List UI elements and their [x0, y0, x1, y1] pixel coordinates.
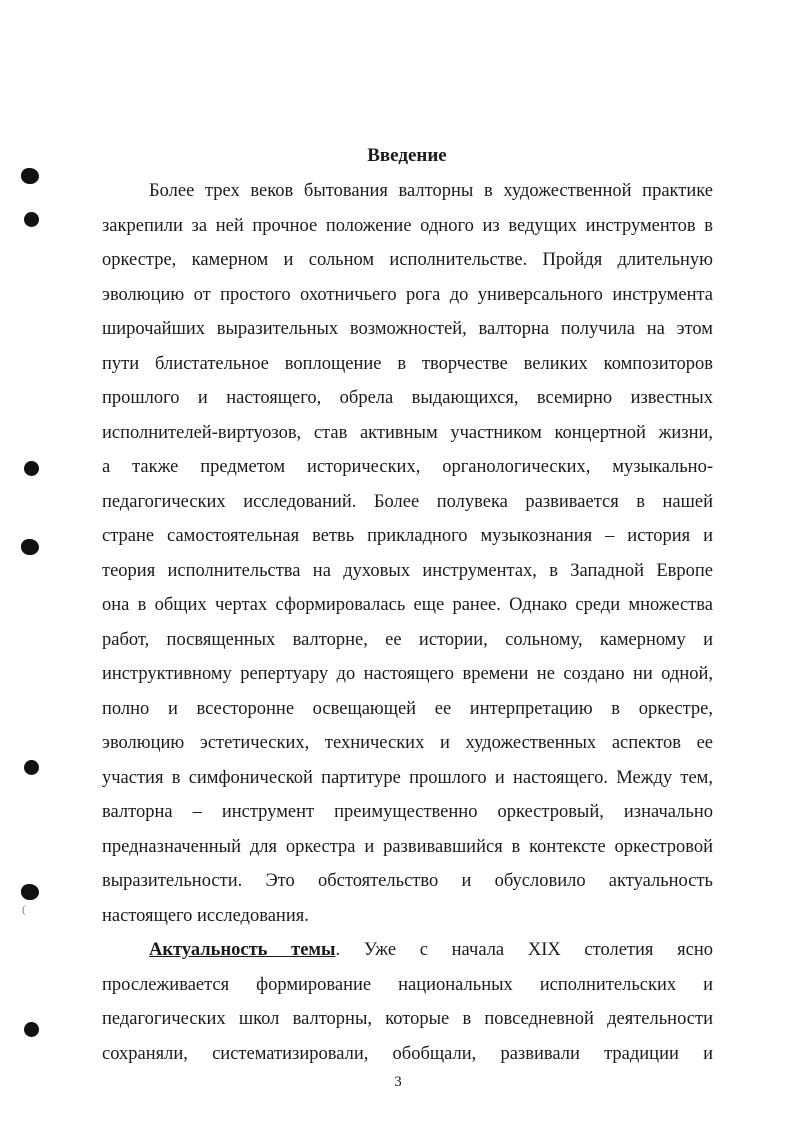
text-line: оркестре, камерном и сольном исполнительстве. Пройдя длительную [102, 250, 713, 270]
punch-hole [24, 461, 39, 476]
punch-hole [21, 168, 39, 184]
text-line: эволюцию от простого охотничьего рога до универсального инструмента [102, 284, 713, 305]
punch-hole [21, 884, 39, 900]
text-line: сохраняли, систематизировали, обобщали, развивали традиции и [102, 1043, 713, 1064]
punch-hole [24, 212, 39, 227]
text-line: настоящего исследования. [102, 905, 309, 926]
page-title: Введение [367, 145, 447, 166]
text-line: а также предметом исторических, органологических, музыкально- [102, 457, 713, 477]
text-line: прослеживается формирование национальных исполнительских и [102, 974, 713, 995]
section-heading: Актуальность темы [149, 940, 336, 960]
text-line: исполнителей-виртуозов, став активным участником концертной жизни, [102, 422, 713, 443]
text-line: педагогических исследований. Более полувека развивается в нашей [102, 491, 713, 512]
text-line: закрепили за ней прочное положение одного из ведущих инструментов в [102, 215, 713, 236]
text-line: полно и всесторонне освещающей ее интерпретацию в оркестре, [102, 698, 713, 719]
text-line: теория исполнительства на духовых инструментах, в Западной Европе [102, 560, 713, 581]
section-first-line [102, 933, 713, 968]
text-line: участия в симфонической партитуре прошлого и настоящего. Между тем, [102, 767, 713, 788]
section-first-line-rest: . Уже с начала XIX столетия ясно [335, 940, 713, 960]
punch-hole [24, 760, 39, 775]
text-line: прошлого и настоящего, обрела выдающихся, всемирно известных [102, 388, 713, 408]
text-line: она в общих чертах сформировалась еще ранее. Однако среди множества [102, 595, 713, 615]
scan-mark: ( [22, 902, 26, 916]
text-line: выразительности. Это обстоятельство и обусловило актуальность [102, 871, 713, 891]
text-line: предназначенный для оркестра и развивавшийся в контексте оркестровой [102, 836, 713, 857]
body-text [102, 174, 713, 1071]
text-line: эволюцию эстетических, технических и художественных аспектов ее [102, 733, 713, 753]
punch-hole [21, 539, 39, 555]
text-line: работ, посвященных валторне, ее истории, сольному, камерному и [102, 629, 713, 650]
text-line: педагогических школ валторны, которые в повседневной деятельности [102, 1009, 713, 1029]
text-line: Более трех веков бытования валторны в художественной практике [149, 181, 713, 201]
text-line: пути блистательное воплощение в творчестве великих композиторов [102, 353, 713, 374]
text-line: стране самостоятельная ветвь прикладного музыкознания – история и [102, 526, 713, 546]
punch-hole [24, 1022, 39, 1037]
page-number: 3 [394, 1074, 402, 1090]
text-line: широчайших выразительных возможностей, валторна получила на этом [102, 319, 713, 339]
text-line: инструктивному репертуару до настоящего времени не создано ни одной, [102, 664, 713, 684]
text-line: валторна – инструмент преимущественно оркестровый, изначально [102, 802, 713, 822]
